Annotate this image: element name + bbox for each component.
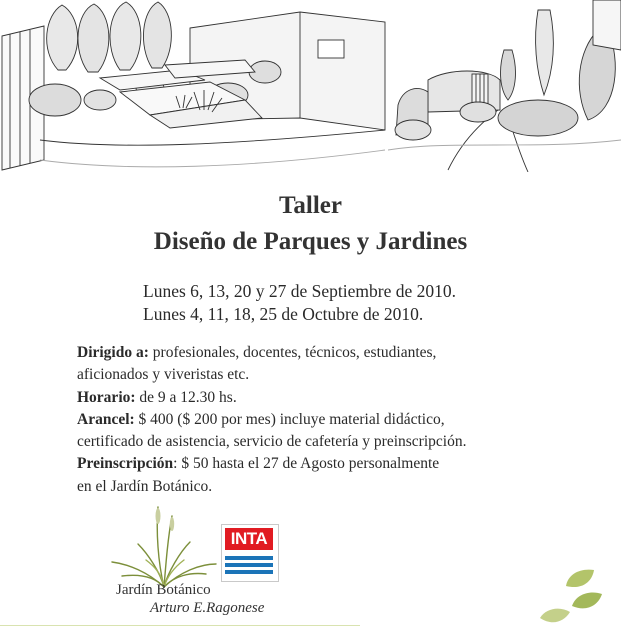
preinscripcion-line-2: en el Jardín Botánico. [77, 477, 213, 495]
footer-divider [0, 625, 360, 626]
inta-logo [221, 524, 279, 582]
garden-sketch-right [388, 0, 621, 172]
dates-september: Lunes 6, 13, 20 y 27 de Septiembre de 2010. [143, 281, 457, 301]
garden-sketch-left [0, 0, 390, 178]
dirigido-line [77, 342, 607, 364]
dirigido-line-2: aficionados y viveristas etc. [77, 366, 250, 384]
dirigido-label: Dirigido a: [77, 344, 149, 361]
leaves-icon [536, 566, 616, 630]
title-line-2: Diseño de Parques y Jardines [153, 228, 468, 255]
horario-text: de 9 a 12.30 hs. [135, 388, 237, 406]
dates-block [143, 280, 456, 326]
arancel-label: Arancel: [77, 410, 135, 428]
preinscripcion-label: Preinscripción [77, 455, 174, 473]
horario-line [77, 387, 607, 409]
jardin-botanico-subname: Arturo E.Ragonese [150, 600, 265, 616]
arancel-line [77, 409, 607, 431]
horario-label: Horario: [77, 388, 136, 406]
preinscripcion-line [77, 453, 607, 475]
inta-stripe-2 [225, 563, 273, 567]
info-block [77, 342, 607, 498]
arancel-text: $ 400 ($ 200 por mes) incluye material didáctico, [134, 410, 445, 428]
arancel-line-2: certificado de asistencia, servicio de cafetería y preinscripción. [77, 433, 467, 451]
preinscripcion-text: : $ 50 hasta el 27 de Agosto personalmente [173, 455, 440, 473]
inta-logo-text: INTA [225, 528, 273, 550]
jardin-botanico-name: Jardín Botánico [116, 582, 211, 598]
title-line-1: Taller [279, 192, 342, 219]
inta-stripe-3 [225, 570, 273, 574]
inta-stripe-1 [225, 556, 273, 560]
dates-october: Lunes 4, 11, 18, 25 de Octubre de 2010. [143, 304, 424, 324]
dirigido-text: profesionales, docentes, técnicos, estudiantes, [148, 344, 437, 361]
